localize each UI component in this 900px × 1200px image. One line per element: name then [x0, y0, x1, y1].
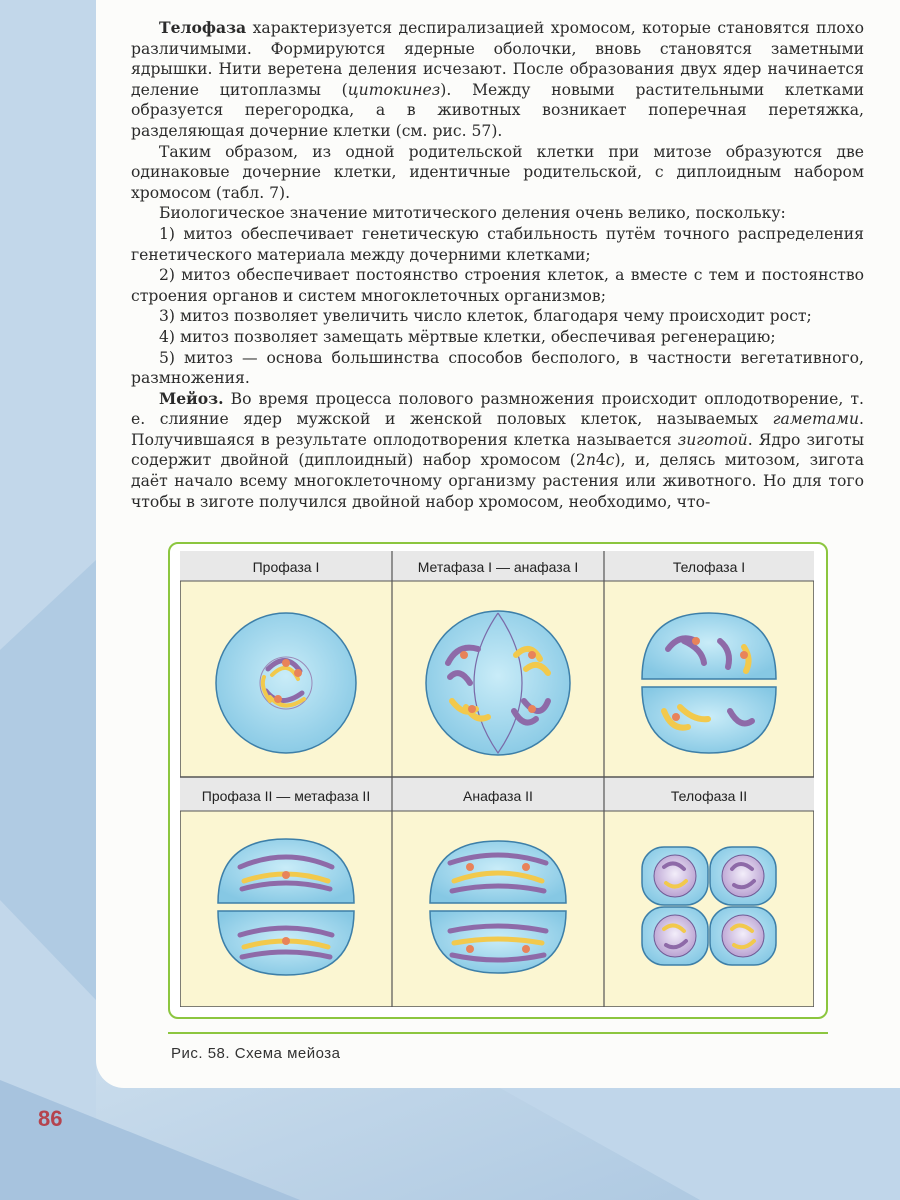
- paragraph-summary: Таким образом, из одной родительской клетки при митозе образуются две одинаковые дочерние клетки, идентичные родительской, с диплоидным набором хромосом (табл. 7).: [131, 142, 864, 202]
- meiosis-diagram: [180, 551, 814, 1007]
- stage-label: Телофаза I: [672, 559, 746, 575]
- paragraph-telophase: Телофаза характеризуется деспирализацией хромосом, которые становятся плохо различимыми. Формируются ядерные оболочки, вновь становятся заметными ядрышки. Нити веретена деления исчезают. После образования двух ядер начинается деление цитоплазмы (цитокинез). Между новыми растительными клетками образуется перегородка, а в животных возникает поперечная перетяжка, разделяющая дочерние клетки (см. рис. 57).: [131, 18, 864, 140]
- list-item: 5) митоз — основа большинства способов бесполого, в частности вегетативного, размножения.: [131, 348, 864, 388]
- body-text: [131, 18, 864, 512]
- figure-caption: Рис. 58. Схема мейоза: [171, 1045, 341, 1062]
- list-item: 1) митоз обеспечивает генетическую стабильность путём точного распределения генетического материала между дочерними клетками;: [131, 224, 864, 264]
- stage-label: Телофаза II: [670, 788, 748, 804]
- prophase-1-cell: [216, 613, 356, 753]
- figure-rule: [168, 1032, 828, 1034]
- stage-label: Профаза I: [252, 559, 320, 575]
- paragraph-meiosis: Мейоз. Во время процесса полового размножения происходит оплодотворение, т. е. слияние ядер мужской и женской половых клеток, называемых гаметами. Получившаяся в результате оплодотворения клетка называется зиготой. Ядро зиготы содержит двойной (диплоидный) набор хромосом (2n4c), и, делясь митозом, зигота даёт начало всему многоклеточному организму растения или животного. Но для того чтобы в зиготе получился двойной набор хромосом, необходимо, что-: [131, 388, 864, 511]
- stage-label: Метафаза I — анафаза I: [417, 559, 579, 575]
- stage-label: Профаза II — метафаза II: [201, 788, 371, 804]
- list-item: 3) митоз позволяет увеличить число клеток, благодаря чему происходит рост;: [159, 307, 812, 326]
- list-item: 4) митоз позволяет замещать мёртвые клетки, обеспечивая регенерацию;: [159, 327, 776, 346]
- metaphase-1-cell: [426, 611, 570, 755]
- stage-label: Анафаза II: [463, 788, 533, 804]
- page-number: 86: [38, 1106, 63, 1131]
- paragraph-significance: Биологическое значение митотического деления очень велико, поскольку:: [159, 204, 786, 223]
- list-item: 2) митоз обеспечивает постоянство строения клеток, а вместе с тем и постоянство строения органов и систем многоклеточных организмов;: [131, 266, 864, 305]
